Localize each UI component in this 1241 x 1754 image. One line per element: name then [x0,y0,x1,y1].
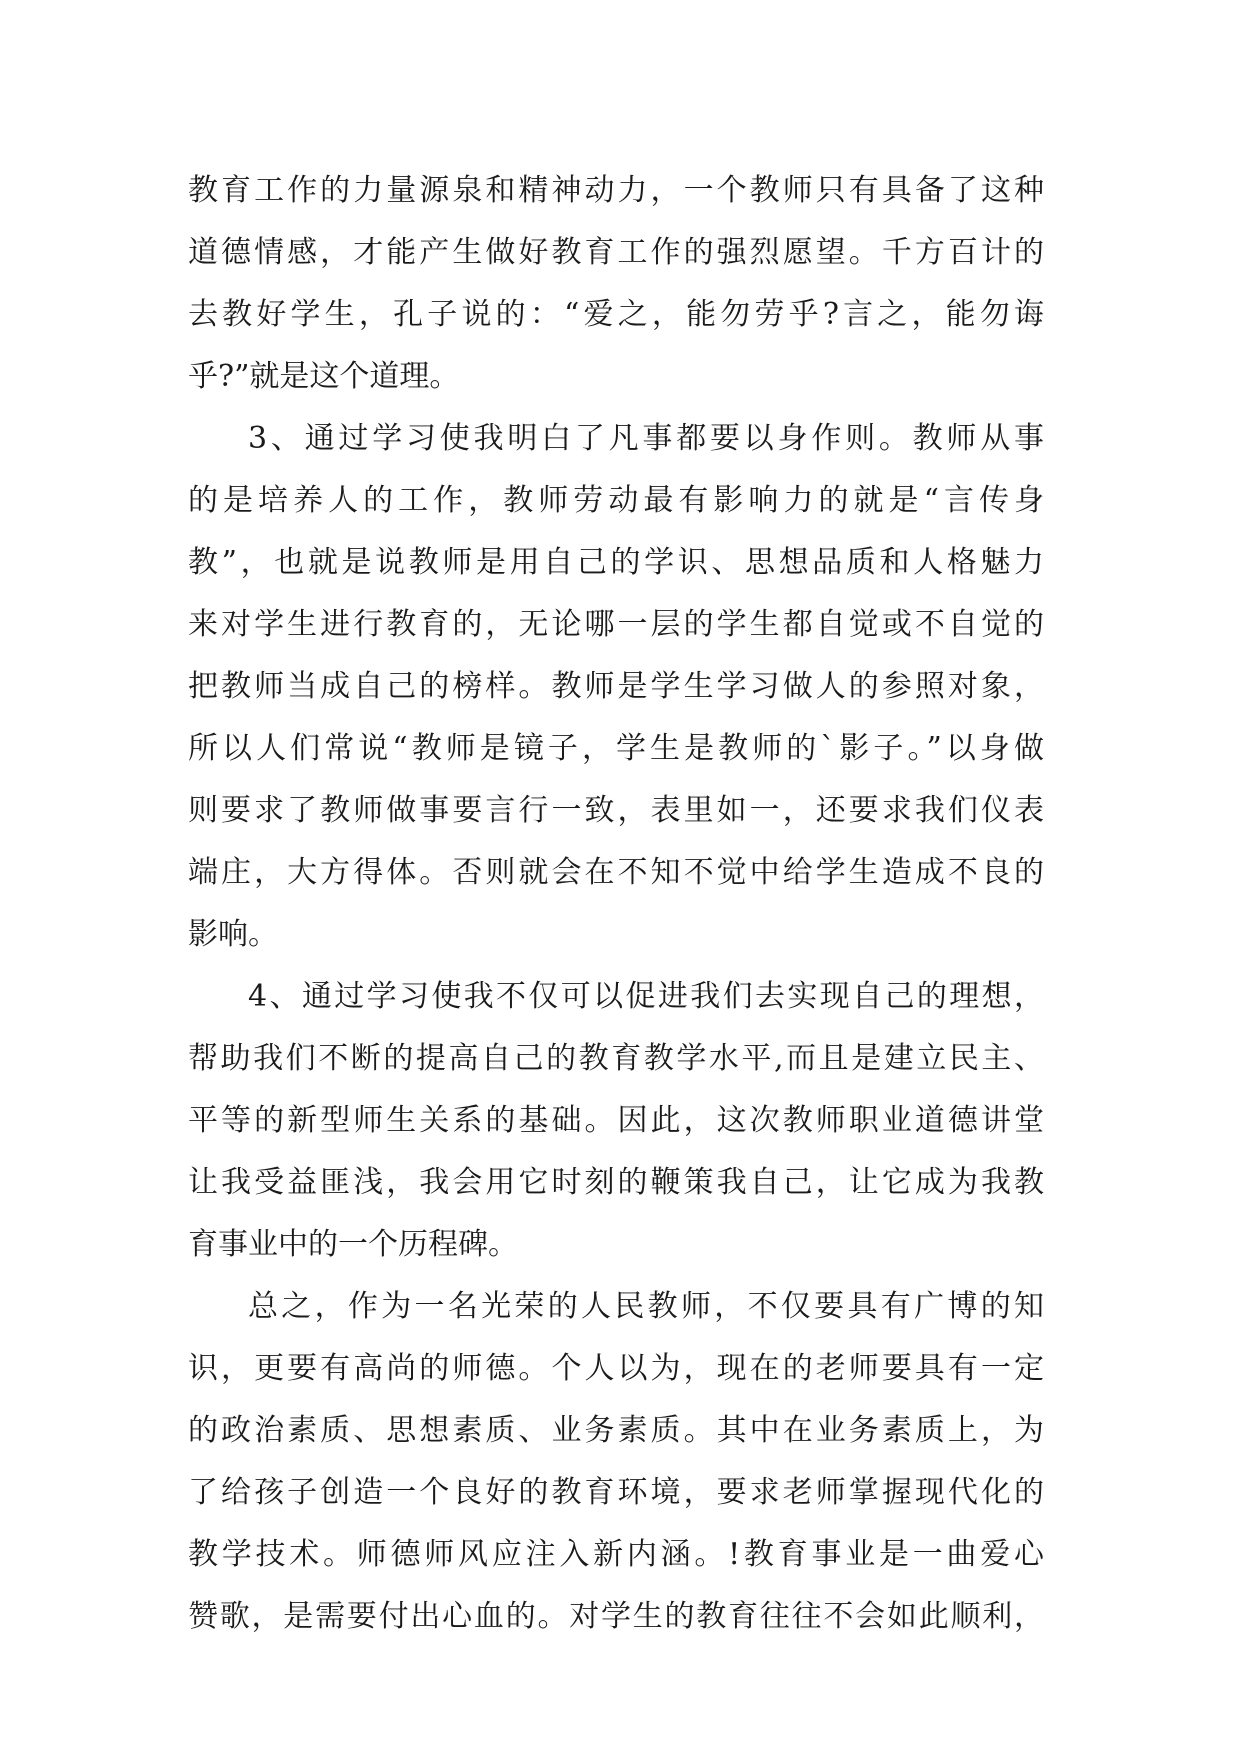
text-line: 让我受益匪浅，我会用它时刻的鞭策我自己，让它成为我教 [188,1165,1044,1200]
text-line: 教学技术。师德师风应注入新内涵。!教育事业是一曲爱心 [188,1537,1044,1572]
text-line: 赞歌，是需要付出心血的。对学生的教育往往不会如此顺利， [188,1599,1044,1634]
text-line: 3、通过学习使我明白了凡事都要以身作则。教师从事 [248,421,1044,456]
text-line: 影响。 [188,917,278,952]
text-line: 的政治素质、思想素质、业务素质。其中在业务素质上，为 [188,1413,1044,1448]
text-line: 平等的新型师生关系的基础。因此，这次教师职业道德讲堂 [188,1103,1044,1138]
text-line: 乎?”就是这个道理。 [188,359,460,394]
text-line: 的是培养人的工作，教师劳动最有影响力的就是“言传身 [188,483,1044,518]
text-line: 把教师当成自己的榜样。教师是学生学习做人的参照对象， [188,669,1044,704]
text-line: 帮助我们不断的提高自己的教育教学水平,而且是建立民主、 [188,1041,1044,1076]
text-line: 4、通过学习使我不仅可以促进我们去实现自己的理想， [248,979,1044,1014]
text-line: 育事业中的一个历程碑。 [188,1227,518,1262]
text-line: 则要求了教师做事要言行一致，表里如一，还要求我们仪表 [188,793,1044,828]
text-line: 道德情感，才能产生做好教育工作的强烈愿望。千方百计的 [188,235,1044,270]
text-line: 端庄，大方得体。否则就会在不知不觉中给学生造成不良的 [188,855,1044,890]
body-text [188,160,1044,1648]
text-line: 所以人们常说“教师是镜子，学生是教师的`影子。”以身做 [188,731,1044,766]
text-line: 识，更要有高尚的师德。个人以为，现在的老师要具有一定 [188,1351,1044,1386]
text-line: 了给孩子创造一个良好的教育环境，要求老师掌握现代化的 [188,1475,1044,1510]
text-line: 教”，也就是说教师是用自己的学识、思想品质和人格魅力 [188,545,1044,580]
text-line: 来对学生进行教育的，无论哪一层的学生都自觉或不自觉的 [188,607,1044,642]
text-line: 教育工作的力量源泉和精神动力，一个教师只有具备了这种 [188,173,1044,208]
text-line: 总之，作为一名光荣的人民教师，不仅要具有广博的知 [248,1289,1044,1324]
text-line: 去教好学生，孔子说的：“爱之，能勿劳乎?言之，能勿诲 [188,297,1044,332]
